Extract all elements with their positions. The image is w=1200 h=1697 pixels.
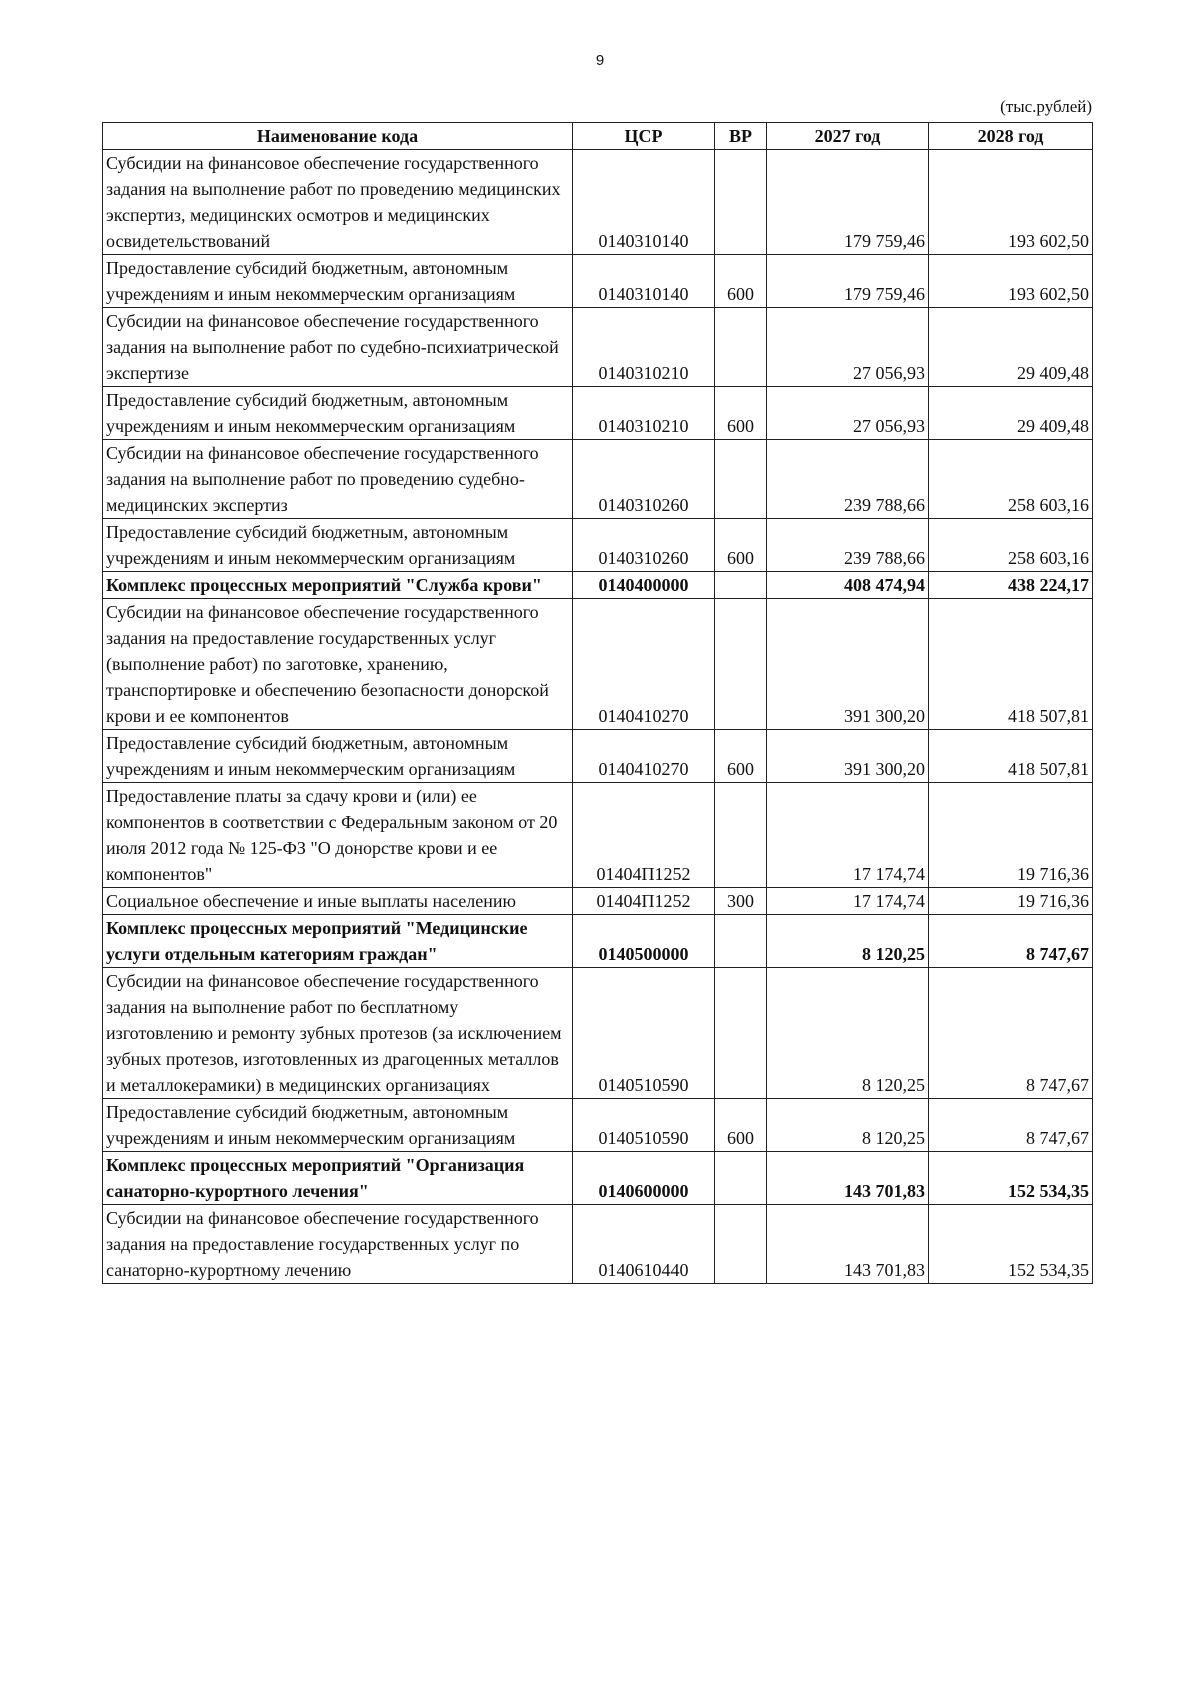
cell-2028: 418 507,81 xyxy=(929,730,1093,783)
cell-vr xyxy=(715,308,767,387)
table-row xyxy=(103,1099,1093,1152)
cell-vr xyxy=(715,915,767,968)
cell-vr: 600 xyxy=(715,519,767,572)
cell-name: Предоставление субсидий бюджетным, автономным учреждениям и иным некоммерческим организациям xyxy=(103,1099,573,1152)
cell-2028: 258 603,16 xyxy=(929,519,1093,572)
cell-csr: 0140310210 xyxy=(573,308,715,387)
cell-2028: 418 507,81 xyxy=(929,599,1093,730)
cell-name: Предоставление субсидий бюджетным, автономным учреждениям и иным некоммерческим организациям xyxy=(103,255,573,308)
table-header-row xyxy=(103,123,1093,150)
header-2028: 2028 год xyxy=(929,123,1093,150)
cell-2027: 179 759,46 xyxy=(767,150,929,255)
cell-name: Предоставление субсидий бюджетным, автономным учреждениям и иным некоммерческим организациям xyxy=(103,387,573,440)
cell-2027: 239 788,66 xyxy=(767,519,929,572)
cell-vr xyxy=(715,783,767,888)
cell-2028: 258 603,16 xyxy=(929,440,1093,519)
cell-2027: 143 701,83 xyxy=(767,1205,929,1284)
cell-2027: 17 174,74 xyxy=(767,888,929,915)
table-row xyxy=(103,968,1093,1099)
cell-vr: 600 xyxy=(715,387,767,440)
cell-csr: 0140310260 xyxy=(573,519,715,572)
cell-vr xyxy=(715,150,767,255)
cell-csr: 0140310260 xyxy=(573,440,715,519)
cell-csr: 0140510590 xyxy=(573,968,715,1099)
header-2027: 2027 год xyxy=(767,123,929,150)
table-row xyxy=(103,888,1093,915)
cell-2028: 193 602,50 xyxy=(929,150,1093,255)
header-name: Наименование кода xyxy=(103,123,573,150)
table-row xyxy=(103,1205,1093,1284)
table-body xyxy=(103,150,1093,1284)
cell-2028: 193 602,50 xyxy=(929,255,1093,308)
table-row xyxy=(103,387,1093,440)
cell-2028: 8 747,67 xyxy=(929,968,1093,1099)
table-row xyxy=(103,730,1093,783)
cell-name: Субсидии на финансовое обеспечение государственного задания на предоставление государственных услуг по санаторно-курортному лечению xyxy=(103,1205,573,1284)
cell-vr: 600 xyxy=(715,730,767,783)
table-row xyxy=(103,572,1093,599)
cell-name: Комплекс процессных мероприятий "Медицинские услуги отдельным категориям граждан" xyxy=(103,915,573,968)
table-row xyxy=(103,440,1093,519)
budget-table xyxy=(102,122,1093,1284)
cell-name: Комплекс процессных мероприятий "Служба крови" xyxy=(103,572,573,599)
cell-csr: 0140310140 xyxy=(573,150,715,255)
cell-csr: 0140410270 xyxy=(573,730,715,783)
cell-csr: 0140400000 xyxy=(573,572,715,599)
cell-vr xyxy=(715,599,767,730)
cell-vr xyxy=(715,1152,767,1205)
header-csr: ЦСР xyxy=(573,123,715,150)
cell-name: Субсидии на финансовое обеспечение государственного задания на выполнение работ по проведению медицинских экспертиз, медицинских осмотров и медицинских освидетельствований xyxy=(103,150,573,255)
table-row xyxy=(103,150,1093,255)
table-row xyxy=(103,599,1093,730)
cell-2028: 29 409,48 xyxy=(929,387,1093,440)
cell-name: Социальное обеспечение и иные выплаты населению xyxy=(103,888,573,915)
cell-vr xyxy=(715,572,767,599)
cell-2027: 8 120,25 xyxy=(767,968,929,1099)
cell-name: Предоставление платы за сдачу крови и (или) ее компонентов в соответствии с Федеральным законом от 20 июля 2012 года № 125-ФЗ "О донорстве крови и ее компонентов" xyxy=(103,783,573,888)
table-row xyxy=(103,1152,1093,1205)
cell-csr: 01404П1252 xyxy=(573,783,715,888)
cell-2027: 8 120,25 xyxy=(767,1099,929,1152)
cell-vr: 600 xyxy=(715,255,767,308)
cell-csr: 0140410270 xyxy=(573,599,715,730)
cell-2028: 29 409,48 xyxy=(929,308,1093,387)
cell-name: Предоставление субсидий бюджетным, автономным учреждениям и иным некоммерческим организациям xyxy=(103,519,573,572)
cell-2028: 8 747,67 xyxy=(929,915,1093,968)
cell-2027: 143 701,83 xyxy=(767,1152,929,1205)
cell-name: Комплекс процессных мероприятий "Организация санаторно-курортного лечения" xyxy=(103,1152,573,1205)
cell-name: Субсидии на финансовое обеспечение государственного задания на выполнение работ по проведению судебно-медицинских экспертиз xyxy=(103,440,573,519)
cell-name: Субсидии на финансовое обеспечение государственного задания на предоставление государственных услуг (выполнение работ) по заготовке, хранению, транспортировке и обеспечению безопасности донорской крови и ее компонентов xyxy=(103,599,573,730)
table-row xyxy=(103,519,1093,572)
cell-csr: 0140310210 xyxy=(573,387,715,440)
cell-csr: 0140500000 xyxy=(573,915,715,968)
page-number: 9 xyxy=(595,52,605,69)
cell-csr: 0140310140 xyxy=(573,255,715,308)
cell-2028: 152 534,35 xyxy=(929,1205,1093,1284)
cell-2027: 391 300,20 xyxy=(767,599,929,730)
cell-2027: 239 788,66 xyxy=(767,440,929,519)
table-row xyxy=(103,308,1093,387)
table-row xyxy=(103,783,1093,888)
cell-2027: 17 174,74 xyxy=(767,783,929,888)
table-row xyxy=(103,255,1093,308)
cell-2028: 19 716,36 xyxy=(929,888,1093,915)
cell-2027: 408 474,94 xyxy=(767,572,929,599)
cell-name: Субсидии на финансовое обеспечение государственного задания на выполнение работ по судебно-психиатрической экспертизе xyxy=(103,308,573,387)
cell-2028: 152 534,35 xyxy=(929,1152,1093,1205)
cell-csr: 0140510590 xyxy=(573,1099,715,1152)
cell-vr xyxy=(715,968,767,1099)
cell-2027: 8 120,25 xyxy=(767,915,929,968)
cell-2028: 19 716,36 xyxy=(929,783,1093,888)
cell-2027: 27 056,93 xyxy=(767,387,929,440)
units-label: (тыс.рублей) xyxy=(1000,97,1092,116)
cell-2028: 8 747,67 xyxy=(929,1099,1093,1152)
cell-name: Предоставление субсидий бюджетным, автономным учреждениям и иным некоммерческим организациям xyxy=(103,730,573,783)
table-row xyxy=(103,915,1093,968)
cell-csr: 0140600000 xyxy=(573,1152,715,1205)
cell-name: Субсидии на финансовое обеспечение государственного задания на выполнение работ по бесплатному изготовлению и ремонту зубных протезов (за исключением зубных протезов, изготовленных из драгоценных металлов и металлокерамики) в медицинских организациях xyxy=(103,968,573,1099)
cell-2027: 391 300,20 xyxy=(767,730,929,783)
cell-vr: 600 xyxy=(715,1099,767,1152)
cell-2028: 438 224,17 xyxy=(929,572,1093,599)
header-vr: ВР xyxy=(715,123,767,150)
cell-vr xyxy=(715,1205,767,1284)
cell-csr: 0140610440 xyxy=(573,1205,715,1284)
cell-2027: 179 759,46 xyxy=(767,255,929,308)
cell-csr: 01404П1252 xyxy=(573,888,715,915)
cell-2027: 27 056,93 xyxy=(767,308,929,387)
cell-vr xyxy=(715,440,767,519)
cell-vr: 300 xyxy=(715,888,767,915)
